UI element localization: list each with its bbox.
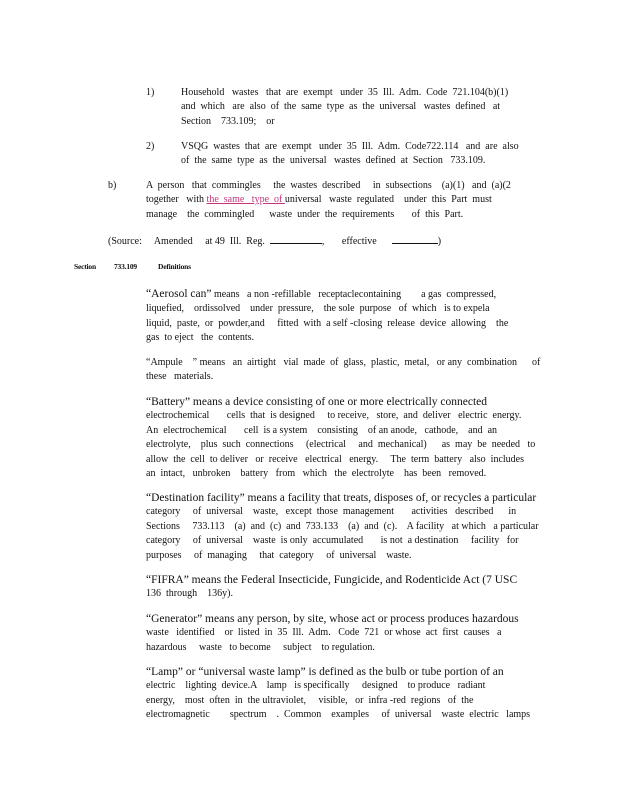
text-line: these materials. [146, 371, 214, 383]
text-line: category of universal waste is only accumulated is not a destination facility for [146, 535, 519, 547]
reg-volume-blank [270, 233, 322, 244]
definition-lead-line: “Lamp” or “universal waste lamp” is defined as the bulb or tube portion of an [146, 666, 504, 678]
text-line: energy, most often in the ultraviolet, visible, or infra -red regions of the [146, 694, 474, 706]
defined-term: “Aerosol can” [146, 288, 212, 300]
definition-lead-line: “Destination facility” means a facility that treats, disposes of, or recycles a particular [146, 492, 537, 504]
text-line: An electrochemical cell is a system consisting of an anode, cathode, and an [146, 424, 498, 436]
text-line: liquid, paste, or powder,and fitted with a self -closing release device allowing the [146, 317, 509, 329]
text-line: 136 through 136y). [146, 588, 233, 600]
definition-ampule [146, 356, 540, 385]
text-line: electrochemical cells that is designed to receive, store, and deliver electric energy. [146, 410, 522, 422]
section-number: 733.109 [114, 262, 137, 271]
definition-battery [146, 395, 535, 481]
definition-lead-line: “Generator” means any person, by site, whose act or process produces hazardous [146, 613, 519, 625]
text-line: Sections 733.113 (a) and (c) and 733.133 (a) and (c). A facility at which a particular [146, 520, 539, 532]
definition-aerosol-can: “Aerosol can” means a non -refillable receptaclecontaining a gas compressed, liquefied, ordissolved under pressure, the sole purpose of which is to expela liquid, paste, or powder,and fitted with a self -closing release device allowing the gas to eject the contents. [146, 287, 508, 346]
section-label: Section [74, 262, 96, 271]
effective-date-blank [392, 233, 438, 244]
definition-fifra [146, 573, 517, 602]
subsection-b-paragraph [146, 179, 511, 222]
text-line: Household wastes that are exempt under 35 Ill. Adm. Code 721.104(b)(1) [181, 87, 509, 98]
definition-generator [146, 612, 519, 655]
text-line: electromagnetic spectrum . Common examples of universal waste electric lamps [146, 709, 531, 721]
text-line: electric lighting device.A lamp is specifically designed to produce radiant [146, 680, 486, 692]
item-number: 1) [146, 87, 155, 98]
text-line: an intact, unbroken battery from which the electrolyte has been removed. [146, 468, 487, 480]
text-line: waste identified or listed in 35 Ill. Adm. Code 721 or whose act first causes a [146, 627, 502, 639]
definition-lamp [146, 665, 530, 723]
text-line: A person that commingles the wastes described in subsections (a)(1) and (a)(2 [146, 180, 511, 191]
item-number: 2) [146, 141, 155, 152]
text-line: and which are also of the same type as the universal wastes defined at [181, 101, 501, 113]
definition-lead-line: “FIFRA” means the Federal Insecticide, Fungicide, and Rodenticide Act (7 USC [146, 574, 518, 586]
subsection-label: b) [108, 180, 117, 191]
text-line: “Ampule ” means an airtight vial made of glass, plastic, metal, or any combination of [146, 357, 541, 368]
definition-lead-line: “Battery” means a device consisting of one or more electrically connected [146, 396, 488, 408]
text-line: manage the commingled waste under the requirements of this Part. [146, 208, 464, 220]
text-line: electrolyte, plus such connections (electrical and mechanical) as may be needed to [146, 439, 536, 451]
definition-destination-facility [146, 491, 539, 563]
text-line: gas to eject the contents. [146, 332, 255, 344]
text-line: of the same type as the universal wastes defined at Section 733.109. [181, 155, 486, 167]
text-line: Section 733.109; or [181, 115, 275, 127]
tracked-change-insertion[interactable]: the same type of [206, 194, 285, 206]
text-line: hazardous waste to become subject to regulation. [146, 641, 375, 653]
list-item [181, 140, 519, 169]
text-line: category of universal waste, except those management activities described in [146, 506, 517, 518]
text-line: liquefied, ordissolved under pressure, the sole purpose of which is to expela [146, 303, 490, 315]
text-line: together with the same type of universal waste regulated under this Part must [146, 194, 492, 206]
list-item [181, 86, 508, 129]
source-note: (Source: Amended at 49 Ill. Reg. , effective ) [108, 233, 441, 249]
section-title: Definitions [158, 262, 191, 271]
text-line: purposes of managing that category of universal waste. [146, 549, 412, 561]
text-line: allow the cell to deliver or receive electrical energy. The term battery also includes [146, 453, 525, 465]
text-line: VSQG wastes that are exempt under 35 Ill. Adm. Code722.114 and are also [181, 141, 519, 152]
